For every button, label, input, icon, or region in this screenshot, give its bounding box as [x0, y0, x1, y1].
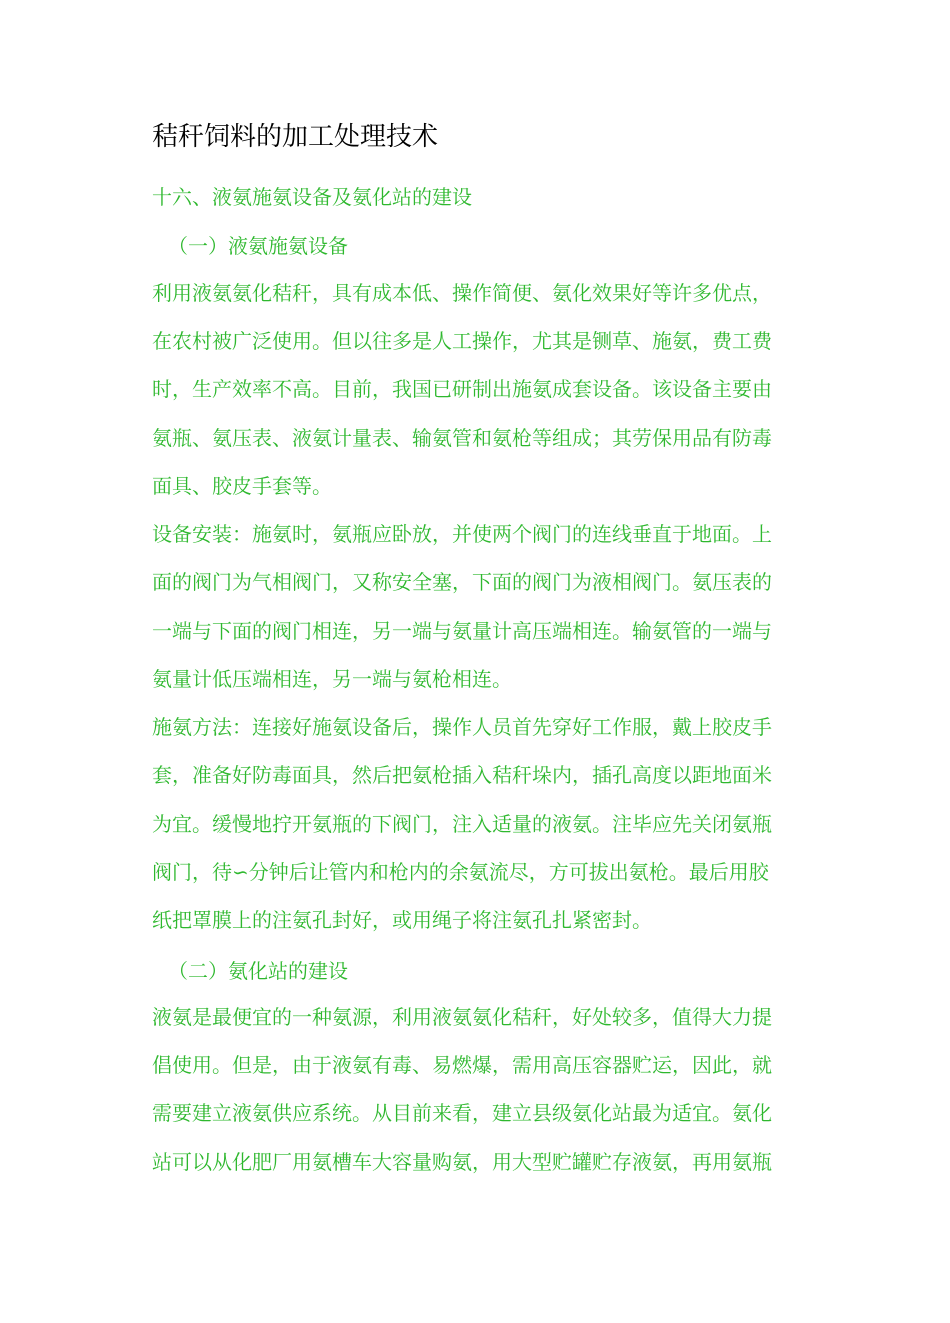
paragraph-line: 在农村被广泛使用。但以往多是人工操作，尤其是铡草、施氨，费工费: [152, 329, 772, 353]
section-heading: 十六、液氨施氨设备及氨化站的建设: [152, 185, 472, 209]
paragraph-line: 纸把罩膜上的注氨孔封好，或用绳子将注氨孔扎紧密封。: [152, 908, 652, 932]
subsection-heading-2: （二）氨化站的建设: [168, 959, 348, 983]
paragraph-line: 面具、胶皮手套等。: [152, 474, 332, 498]
paragraph-line: 氨量计低压端相连，另一端与氨枪相连。: [152, 667, 512, 691]
paragraph-line: 施氨方法：连接好施氨设备后，操作人员首先穿好工作服，戴上胶皮手: [152, 715, 772, 739]
paragraph-line: 一端与下面的阀门相连，另一端与氨量计高压端相连。输氨管的一端与: [152, 619, 772, 643]
paragraph-line: 液氨是最便宜的一种氨源，利用液氨氨化秸秆，好处较多，值得大力提: [152, 1005, 772, 1029]
paragraph-line: 利用液氨氨化秸秆，具有成本低、操作简便、氨化效果好等许多优点，: [152, 281, 772, 305]
paragraph-line: 阀门，待∽分钟后让管内和枪内的余氨流尽，方可拔出氨枪。最后用胶: [152, 860, 769, 884]
paragraph-line: 需要建立液氨供应系统。从目前来看，建立县级氨化站最为适宜。氨化: [152, 1101, 772, 1125]
paragraph-line: 套，准备好防毒面具，然后把氨枪插入秸秆垛内，插孔高度以距地面米: [152, 763, 772, 787]
paragraph-line: 氨瓶、氨压表、液氨计量表、输氨管和氨枪等组成；其劳保用品有防毒: [152, 426, 772, 450]
paragraph-line: 设备安装：施氨时，氨瓶应卧放，并使两个阀门的连线垂直于地面。上: [152, 522, 772, 546]
paragraph-line: 时，生产效率不高。目前，我国已研制出施氨成套设备。该设备主要由: [152, 377, 772, 401]
document-title: 秸秆饲料的加工处理技术: [152, 122, 439, 152]
paragraph-line: 为宜。缓慢地拧开氨瓶的下阀门，注入适量的液氨。注毕应先关闭氨瓶: [152, 812, 772, 836]
paragraph-line: 站可以从化肥厂用氨槽车大容量购氨，用大型贮罐贮存液氨，再用氨瓶: [152, 1150, 772, 1174]
paragraph-line: 面的阀门为气相阀门，又称安全塞，下面的阀门为液相阀门。氨压表的: [152, 570, 772, 594]
subsection-heading-1: （一）液氨施氨设备: [168, 234, 348, 258]
paragraph-line: 倡使用。但是，由于液氨有毒、易燃爆，需用高压容器贮运，因此，就: [152, 1053, 772, 1077]
